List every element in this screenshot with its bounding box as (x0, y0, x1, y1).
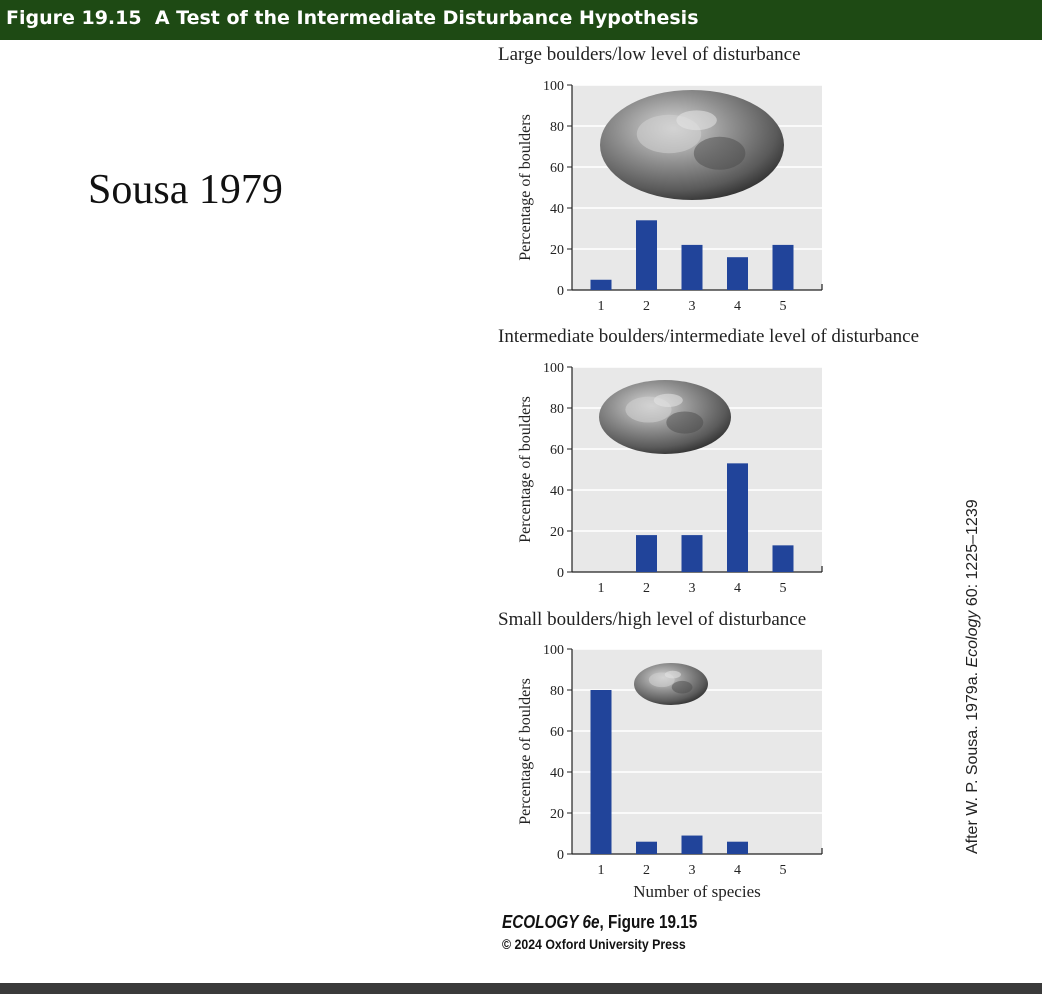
bar-2 (636, 220, 657, 290)
panel-3-title: Small boulders/high level of disturbance (498, 609, 807, 630)
x-tick-label: 4 (734, 581, 741, 596)
y-tick-label: 20 (550, 243, 564, 258)
y-tick-label: 60 (550, 443, 564, 458)
small-boulder-image (634, 663, 708, 705)
bar-5 (773, 245, 794, 290)
x-tick-label: 3 (688, 863, 696, 878)
bar-4 (727, 842, 748, 854)
bar-3 (682, 245, 703, 290)
x-tick-label: 4 (734, 299, 741, 314)
panel-1-title: Large boulders/low level of disturbance (498, 44, 801, 65)
credit-prefix: After W. P. Sousa. 1979a. (964, 667, 981, 854)
panel-2-title: Intermediate boulders/intermediate level of disturbance (498, 326, 919, 347)
x-tick-label: 2 (643, 863, 650, 878)
x-tick-label: 1 (597, 581, 605, 596)
bar-chart-small-boulders (510, 634, 830, 901)
y-axis-label: Percentage of boulders (517, 396, 534, 543)
y-tick-label: 0 (557, 566, 564, 581)
bottom-bar (0, 983, 1042, 994)
bar-chart-intermediate-boulders (510, 352, 830, 602)
bar-2 (636, 842, 657, 854)
y-tick-label: 40 (550, 484, 564, 499)
y-tick-label: 0 (557, 848, 564, 863)
y-tick-label: 20 (550, 807, 564, 822)
x-tick-label: 2 (643, 299, 650, 314)
bar-1 (591, 690, 612, 854)
book-figure: , Figure 19.15 (599, 912, 698, 932)
figure-header (0, 0, 1042, 40)
book-reference (502, 912, 697, 933)
x-tick-label: 4 (734, 863, 741, 878)
y-tick-label: 100 (543, 361, 564, 376)
x-tick-label: 5 (779, 863, 787, 878)
bar-3 (682, 535, 703, 572)
figure-label: Figure 19.15 (6, 7, 142, 29)
x-tick-label: 3 (688, 581, 696, 596)
credit-suffix: 60: 1225–1239 (964, 499, 981, 611)
y-tick-label: 20 (550, 525, 564, 540)
x-tick-label: 2 (643, 581, 650, 596)
bar-3 (682, 836, 703, 854)
bar-5 (773, 545, 794, 572)
y-tick-label: 80 (550, 120, 564, 135)
y-tick-label: 40 (550, 766, 564, 781)
source-credit (964, 499, 982, 854)
bar-4 (727, 257, 748, 290)
x-tick-label: 3 (688, 299, 696, 314)
bar-4 (727, 463, 748, 572)
y-axis-label: Percentage of boulders (517, 114, 534, 261)
y-axis-label: Percentage of boulders (517, 678, 534, 825)
y-tick-label: 40 (550, 202, 564, 217)
x-tick-label: 1 (597, 863, 605, 878)
bar-chart-large-boulders (510, 70, 830, 320)
book-name: ECOLOGY 6e (502, 912, 600, 932)
y-tick-label: 60 (550, 725, 564, 740)
y-tick-label: 100 (543, 79, 564, 94)
figure-title: A Test of the Intermediate Disturbance Hypothesis (154, 7, 699, 29)
credit-journal: Ecology (964, 610, 981, 668)
x-axis-label: Number of species (633, 882, 761, 901)
citation-text: Sousa 1979 (88, 167, 283, 213)
bar-1 (591, 280, 612, 290)
y-tick-label: 60 (550, 161, 564, 176)
x-tick-label: 5 (779, 581, 787, 596)
copyright: © 2024 Oxford University Press (502, 936, 686, 952)
intermediate-boulder-image (599, 380, 731, 454)
x-tick-label: 5 (779, 299, 787, 314)
y-tick-label: 100 (543, 643, 564, 658)
y-tick-label: 80 (550, 402, 564, 417)
x-tick-label: 1 (597, 299, 605, 314)
y-tick-label: 80 (550, 684, 564, 699)
bar-2 (636, 535, 657, 572)
y-tick-label: 0 (557, 284, 564, 299)
large-boulder-image (600, 90, 784, 200)
